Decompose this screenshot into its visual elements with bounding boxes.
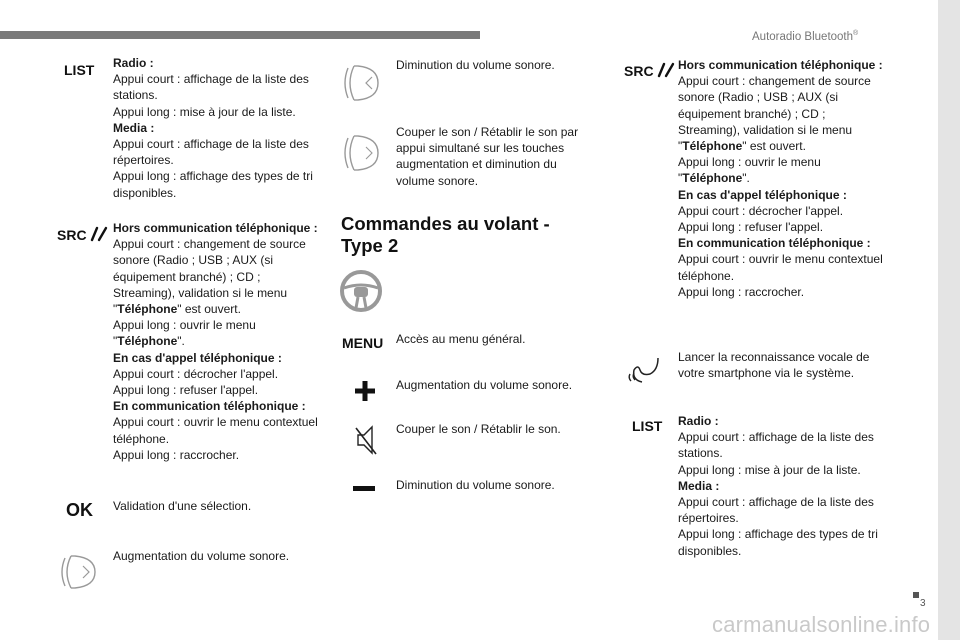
src-phone-button-icon: SRC xyxy=(57,226,108,243)
section-title: Commandes au volant - Type 2 xyxy=(341,213,550,256)
voice-recognition-icon xyxy=(628,352,664,393)
list-description-2: Radio : Appui court : affichage de la liste des stations. Appui long : mise à jour de la liste. Media : Appui court : affichage de la liste des répertoires. Appui long : affichage des types de tri disponibles. xyxy=(678,414,878,558)
volume-up-description: Augmentation du volume sonore. xyxy=(113,549,290,563)
page-marker-icon xyxy=(913,592,919,598)
src-phone-button-icon-2: SRC xyxy=(624,62,675,79)
plus-icon xyxy=(354,380,376,407)
list-description: Radio : Appui court : affichage de la liste des stations. Appui long : mise à jour de la liste. Media : Appui court : affichage de la liste des répertoires. Appui long : affichage des types de tri disponibles. xyxy=(113,56,313,200)
header-title: Autoradio Bluetooth® xyxy=(752,30,859,43)
header-rule xyxy=(0,31,480,39)
steering-wheel-icon xyxy=(338,268,384,319)
rotary-volume-down-icon xyxy=(340,62,384,109)
mute2-description: Couper le son / Rétablir le son. xyxy=(396,422,561,436)
minus-description: Diminution du volume sonore. xyxy=(396,478,555,492)
page-side-tab xyxy=(938,0,960,640)
menu-description: Accès au menu général. xyxy=(396,332,526,346)
mute-speaker-icon xyxy=(354,424,380,461)
src-description-2: Hors communication téléphonique : Appui court : changement de source sonore (Radio ; USB ; AUX (si équipement branché) ; CD ; Streaming), validation si le menu "Téléphone" est ouvert. Appui long : ouvrir le menu "Téléphone". En cas d'appel téléphonique : Appui court : décrocher l'appel. Appui long : refuser l'appel. En communication téléphonique : Appui court : ouvrir le menu contextuel téléphone. Appui long : raccrocher. xyxy=(678,58,883,299)
ok-button-icon: OK xyxy=(66,500,93,520)
page-number: 3 xyxy=(920,598,926,609)
minus-icon xyxy=(353,486,375,491)
list-button-icon-2: LIST xyxy=(632,418,663,434)
volume-down-description: Diminution du volume sonore. xyxy=(396,58,555,72)
plus-description: Augmentation du volume sonore. xyxy=(396,378,573,392)
rotary-mute-icon xyxy=(340,132,384,179)
list-button-icon: LIST xyxy=(64,62,95,78)
mute-description: Couper le son / Rétablir le son par appui simultané sur les touches augmentation et diminution du volume sonore. xyxy=(396,125,579,188)
voice-description: Lancer la reconnaissance vocale de votre smartphone via le système. xyxy=(678,350,870,381)
menu-button-icon: MENU xyxy=(342,335,384,351)
ok-description: Validation d'une sélection. xyxy=(113,499,252,513)
watermark: carmanualsonline.info xyxy=(712,612,931,637)
src-description: Hors communication téléphonique : Appui court : changement de source sonore (Radio ; USB ; AUX (si équipement branché) ; CD ; Streaming), validation si le menu "Téléphone" est ouvert. Appui long : ouvrir le menu "Téléphone". En cas d'appel téléphonique : Appui court : décrocher l'appel. Appui long : refuser l'appel. En communication téléphonique : Appui court : ouvrir le menu contextuel téléphone. Appui long : raccrocher. xyxy=(113,221,318,462)
rotary-volume-up-icon xyxy=(57,552,101,597)
